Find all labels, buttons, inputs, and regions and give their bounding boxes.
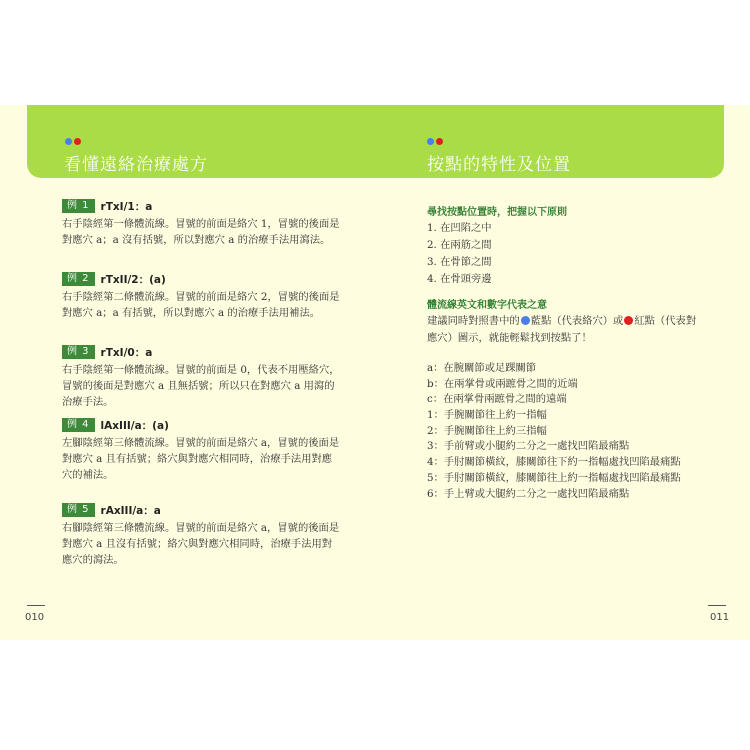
color-dots-icon <box>65 138 81 145</box>
section-title-meanings: 體流線英文和數字代表之意 <box>427 300 547 311</box>
list-item: 4. 在骨頭旁邊 <box>427 273 492 285</box>
intro-paragraph <box>427 313 697 347</box>
example-code: rAxIII/a：a <box>100 504 161 517</box>
example-badge: 例 4 <box>62 418 95 432</box>
list-item: 3：手前臂或小腿約二分之一處找凹陷最痛點 <box>427 440 630 453</box>
section-title-principles: 尋找按點位置時，把握以下原則 <box>427 207 567 218</box>
left-heading-banner <box>27 105 375 178</box>
list-item: 2. 在兩筋之間 <box>427 239 492 251</box>
principles-list <box>427 220 492 288</box>
blue-dot-icon <box>427 138 434 145</box>
example-text: 右手陰經第一條體流線。冒號的前面是絡穴 1，冒號的後面是對應穴 a；a 沒有括號，所以對應穴 a 的治療手法用瀉法。 <box>62 218 340 247</box>
right-heading-banner <box>375 105 724 178</box>
list-item: 1. 在凹陷之中 <box>427 222 492 234</box>
example-badge: 例 5 <box>62 503 95 517</box>
example-text: 右手陰經第二條體流線。冒號的前面是絡穴 2，冒號的後面是對應穴 a；a 有括號，所以對應穴 a 的治療手法用補法。 <box>62 291 340 320</box>
example-badge: 例 2 <box>62 272 95 286</box>
intro-text-red: 紅點（代表對應穴）圖示，就能輕鬆找到按點了！ <box>427 315 697 344</box>
red-dot-icon <box>74 138 81 145</box>
example-text: 右手陰經第一條體流線。冒號的前面是 0，代表不用壓絡穴，冒號的後面是對應穴 a 且無括號；所以只在對應穴 a 用瀉的治療手法。 <box>62 364 340 409</box>
list-item: b：在兩掌骨或兩蹠骨之間的近端 <box>427 377 578 390</box>
intro-text-blue: 藍點（代表絡穴）或 <box>530 315 624 327</box>
example-text: 右腳陰經第三條體流線。冒號的前面是絡穴 a，冒號的後面是對應穴 a 且沒有括號；絡穴與對應穴相同時，治療手法用對應穴的瀉法。 <box>62 522 340 567</box>
example-code: rTxI/1：a <box>100 200 153 213</box>
example-block <box>62 418 342 484</box>
blue-dot-icon <box>65 138 72 145</box>
list-item: 2：手腕關節往上約三指幅 <box>427 424 547 437</box>
example-block <box>62 503 342 569</box>
example-code: rTxII/2：(a) <box>100 273 166 286</box>
right-page-number: 011 <box>710 612 730 623</box>
list-item: 5：手肘關節橫紋，膝關節往上約一指幅處找凹陷最痛點 <box>427 471 681 484</box>
left-page-title: 看懂遠絡治療處方 <box>64 155 208 175</box>
page-number-rule <box>27 605 45 606</box>
right-page-title: 按點的特性及位置 <box>427 155 571 175</box>
left-page-number: 010 <box>25 612 45 623</box>
example-badge: 例 1 <box>62 199 95 213</box>
red-dot-icon <box>436 138 443 145</box>
example-badge: 例 3 <box>62 345 95 359</box>
list-item: 4：手肘關節橫紋，膝關節往下約一指幅處找凹陷最痛點 <box>427 456 681 469</box>
intro-text: 建議同時對照書中的 <box>427 315 520 327</box>
meanings-list <box>427 361 681 502</box>
example-block <box>62 345 342 411</box>
color-dots-icon <box>427 138 443 145</box>
list-item: 1：手腕關節往上約一指幅 <box>427 409 547 422</box>
list-item: 3. 在骨節之間 <box>427 256 492 268</box>
example-code: rTxI/0：a <box>100 346 153 359</box>
red-dot-icon <box>624 316 633 325</box>
blue-dot-icon <box>521 316 530 325</box>
page-number-rule <box>708 605 726 606</box>
example-code: lAxIII/a：(a) <box>100 419 169 432</box>
example-block <box>62 199 342 248</box>
example-text: 左腳陰經第三條體流線。冒號的前面是絡穴 a，冒號的後面是對應穴 a 且有括號；絡穴與對應穴相同時，治療手法用對應穴的補法。 <box>62 437 340 482</box>
list-item: a：在腕關節或足踝關節 <box>427 362 537 374</box>
example-block <box>62 272 342 321</box>
list-item: 6：手上臂或大腿約二分之一處找凹陷最痛點 <box>427 487 630 500</box>
list-item: c：在兩掌骨兩蹠骨之間的遠端 <box>427 393 567 406</box>
